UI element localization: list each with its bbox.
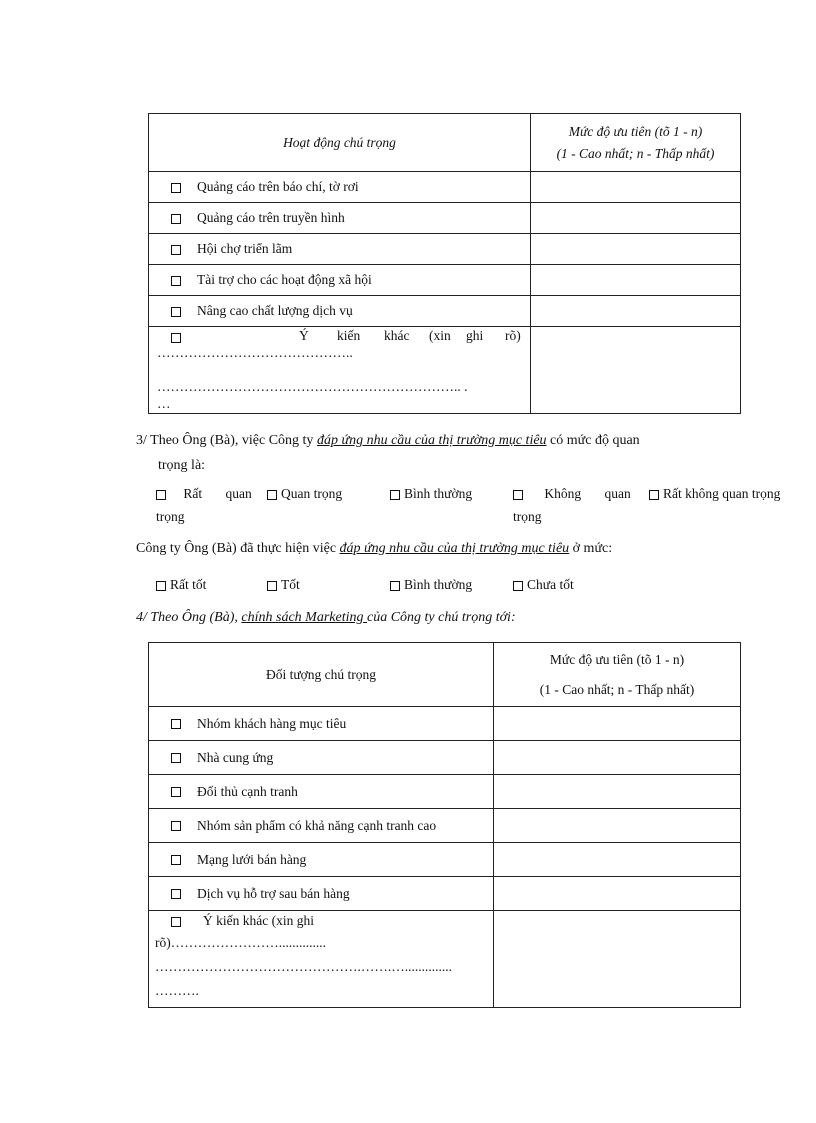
priority-input-cell[interactable] (531, 327, 741, 414)
table2-row (149, 741, 494, 775)
option-label: Chưa tốt (527, 577, 574, 592)
other-word: kiến (337, 328, 361, 343)
checkbox-icon[interactable] (171, 307, 181, 317)
q3-highlight: đáp ứng nhu cầu của thị trường mục tiêu (316, 433, 547, 448)
checkbox-icon[interactable] (649, 490, 659, 500)
q4-suffix: của Công ty chú trọng tới: (366, 610, 516, 625)
other-word: Ý (299, 328, 309, 343)
checkbox-icon[interactable] (513, 490, 523, 500)
checkbox-icon[interactable] (171, 245, 181, 255)
checkbox-icon[interactable] (171, 821, 181, 831)
table2-row (149, 707, 494, 741)
table1-row (149, 234, 531, 265)
other-word: rõ) (505, 328, 521, 343)
perf-option-good[interactable] (267, 577, 300, 593)
checkbox-icon[interactable] (171, 276, 181, 286)
checkbox-icon[interactable] (156, 581, 166, 591)
option-label: Quan trọng (281, 486, 343, 501)
table2-row-label: Nhà cung ứng (197, 749, 274, 765)
table1-row (149, 265, 531, 296)
table1-row-other (149, 327, 531, 414)
table2-row-label: Mạng lưới bán hàng (197, 851, 307, 867)
table1-row (149, 203, 531, 234)
option-label-wrap: trọng (156, 509, 185, 524)
question-4 (136, 610, 516, 626)
table1-header-priority-line1: Mức độ ưu tiên (tõ 1 - n) (568, 123, 703, 139)
other-word: khác (384, 328, 410, 343)
priority-input-cell[interactable] (494, 911, 741, 1008)
option-label: Rất tốt (170, 577, 207, 592)
priority-table-activities (148, 113, 741, 414)
fill-in-dots[interactable]: ……………………………………….…….….............. (155, 959, 452, 974)
checkbox-icon[interactable] (171, 855, 181, 865)
option-label-wrap: trọng (513, 509, 542, 524)
checkbox-icon[interactable] (171, 753, 181, 763)
perf-suffix: ở mức: (569, 541, 613, 556)
table2-header-priority-line2: (1 - Cao nhất; n - Thấp nhất) (539, 681, 695, 697)
option-label: Không (544, 486, 582, 501)
table1-header-activity (149, 114, 531, 172)
perf-highlight: đáp ứng nhu cầu của thị trường mục tiêu (339, 541, 570, 556)
table1-header-priority (531, 114, 741, 172)
q3-option-not-important[interactable] (513, 486, 631, 502)
perf-option-not-good[interactable] (513, 577, 574, 593)
table2-row-label: Đối thủ cạnh tranh (197, 783, 298, 799)
table2-row (149, 877, 494, 911)
other-word: ghi (466, 328, 484, 343)
table1-row (149, 172, 531, 203)
fill-in-dots[interactable]: rõ)…………………….............. (155, 935, 326, 950)
perf-option-very-good[interactable] (156, 577, 206, 593)
priority-input-cell[interactable] (531, 172, 741, 203)
priority-input-cell[interactable] (494, 707, 741, 741)
table2-row-label: Nhóm sản phẩm có khả năng cạnh tranh cao (197, 817, 437, 833)
option-label: Rất không quan trọng (663, 486, 781, 501)
table2-header-target-label: Đối tượng chú trọng (265, 666, 377, 682)
table2-row (149, 775, 494, 809)
q4-prefix: 4/ Theo Ông (Bà), (136, 610, 242, 625)
question-3 (136, 433, 640, 449)
q3-performance-question (136, 541, 612, 557)
table2-row-other (149, 911, 494, 1008)
perf-option-normal[interactable] (390, 577, 472, 593)
fill-in-dots[interactable]: ………………………………………………………….. . (157, 379, 468, 394)
priority-input-cell[interactable] (494, 809, 741, 843)
priority-input-cell[interactable] (494, 877, 741, 911)
option-label: Bình thường (404, 577, 473, 592)
checkbox-icon[interactable] (171, 787, 181, 797)
priority-input-cell[interactable] (494, 843, 741, 877)
q3-option-important[interactable] (267, 486, 342, 502)
option-label: quan (225, 486, 252, 501)
checkbox-icon[interactable] (171, 917, 181, 927)
table2-header-target (149, 643, 494, 707)
table1-row-label: Tài trợ cho các hoạt động xã hội (197, 272, 372, 287)
q3-prefix: 3/ Theo Ông (Bà), việc Công ty (136, 433, 317, 448)
q3-line2: trọng là: (158, 458, 206, 473)
other-label: Ý kiến khác (xin ghi (203, 913, 314, 928)
priority-input-cell[interactable] (531, 203, 741, 234)
option-label: quan (604, 486, 631, 501)
table1-row-label: Hội chợ triển lãm (197, 241, 293, 256)
checkbox-icon[interactable] (171, 889, 181, 899)
checkbox-icon[interactable] (267, 581, 277, 591)
q3-suffix: có mức độ quan (546, 433, 640, 448)
checkbox-icon[interactable] (171, 719, 181, 729)
checkbox-icon[interactable] (171, 214, 181, 224)
priority-input-cell[interactable] (531, 296, 741, 327)
table2-row-label: Dịch vụ hỗ trợ sau bán hàng (197, 885, 350, 901)
checkbox-icon[interactable] (171, 333, 181, 343)
fill-in-dots[interactable]: …………………………………….. (157, 345, 353, 360)
priority-input-cell[interactable] (494, 741, 741, 775)
priority-table-targets (148, 642, 741, 1008)
q3-option-normal[interactable] (390, 486, 472, 502)
priority-input-cell[interactable] (531, 234, 741, 265)
checkbox-icon[interactable] (156, 490, 166, 500)
q3-option-very-important[interactable] (156, 486, 252, 502)
table1-row-label: Quảng cáo trên báo chí, tờ rơi (197, 179, 359, 194)
table1-row-label: Nâng cao chất lượng dịch vụ (197, 303, 353, 318)
checkbox-icon[interactable] (171, 183, 181, 193)
table2-row-label: Nhóm khách hàng mục tiêu (197, 715, 347, 731)
other-word: (xin (429, 328, 451, 343)
checkbox-icon[interactable] (267, 490, 277, 500)
option-label: Bình thường (404, 486, 473, 501)
table2-header-priority-line1: Mức độ ưu tiên (tõ 1 - n) (549, 651, 685, 667)
priority-input-cell[interactable] (494, 775, 741, 809)
table1-header-priority-line2: (1 - Cao nhất; n - Thấp nhất) (556, 145, 715, 161)
table2-row (149, 809, 494, 843)
table1-row-label: Quảng cáo trên truyền hình (197, 210, 345, 225)
table2-header-priority (494, 643, 741, 707)
table1-header-activity-label: Hoạt động chú trọng (283, 134, 396, 150)
option-label: Tốt (281, 577, 300, 592)
fill-in-dots[interactable]: … (157, 396, 171, 411)
table2-row (149, 843, 494, 877)
checkbox-icon[interactable] (390, 490, 400, 500)
checkbox-icon[interactable] (390, 581, 400, 591)
q4-highlight: chính sách Marketing (241, 610, 367, 625)
priority-input-cell[interactable] (531, 265, 741, 296)
table1-row (149, 296, 531, 327)
option-label: Rất (183, 486, 203, 501)
q3-option-very-not-important[interactable] (649, 486, 780, 502)
fill-in-dots[interactable]: ………. (155, 983, 199, 998)
perf-prefix: Công ty Ông (Bà) đã thực hiện việc (136, 541, 340, 556)
checkbox-icon[interactable] (513, 581, 523, 591)
